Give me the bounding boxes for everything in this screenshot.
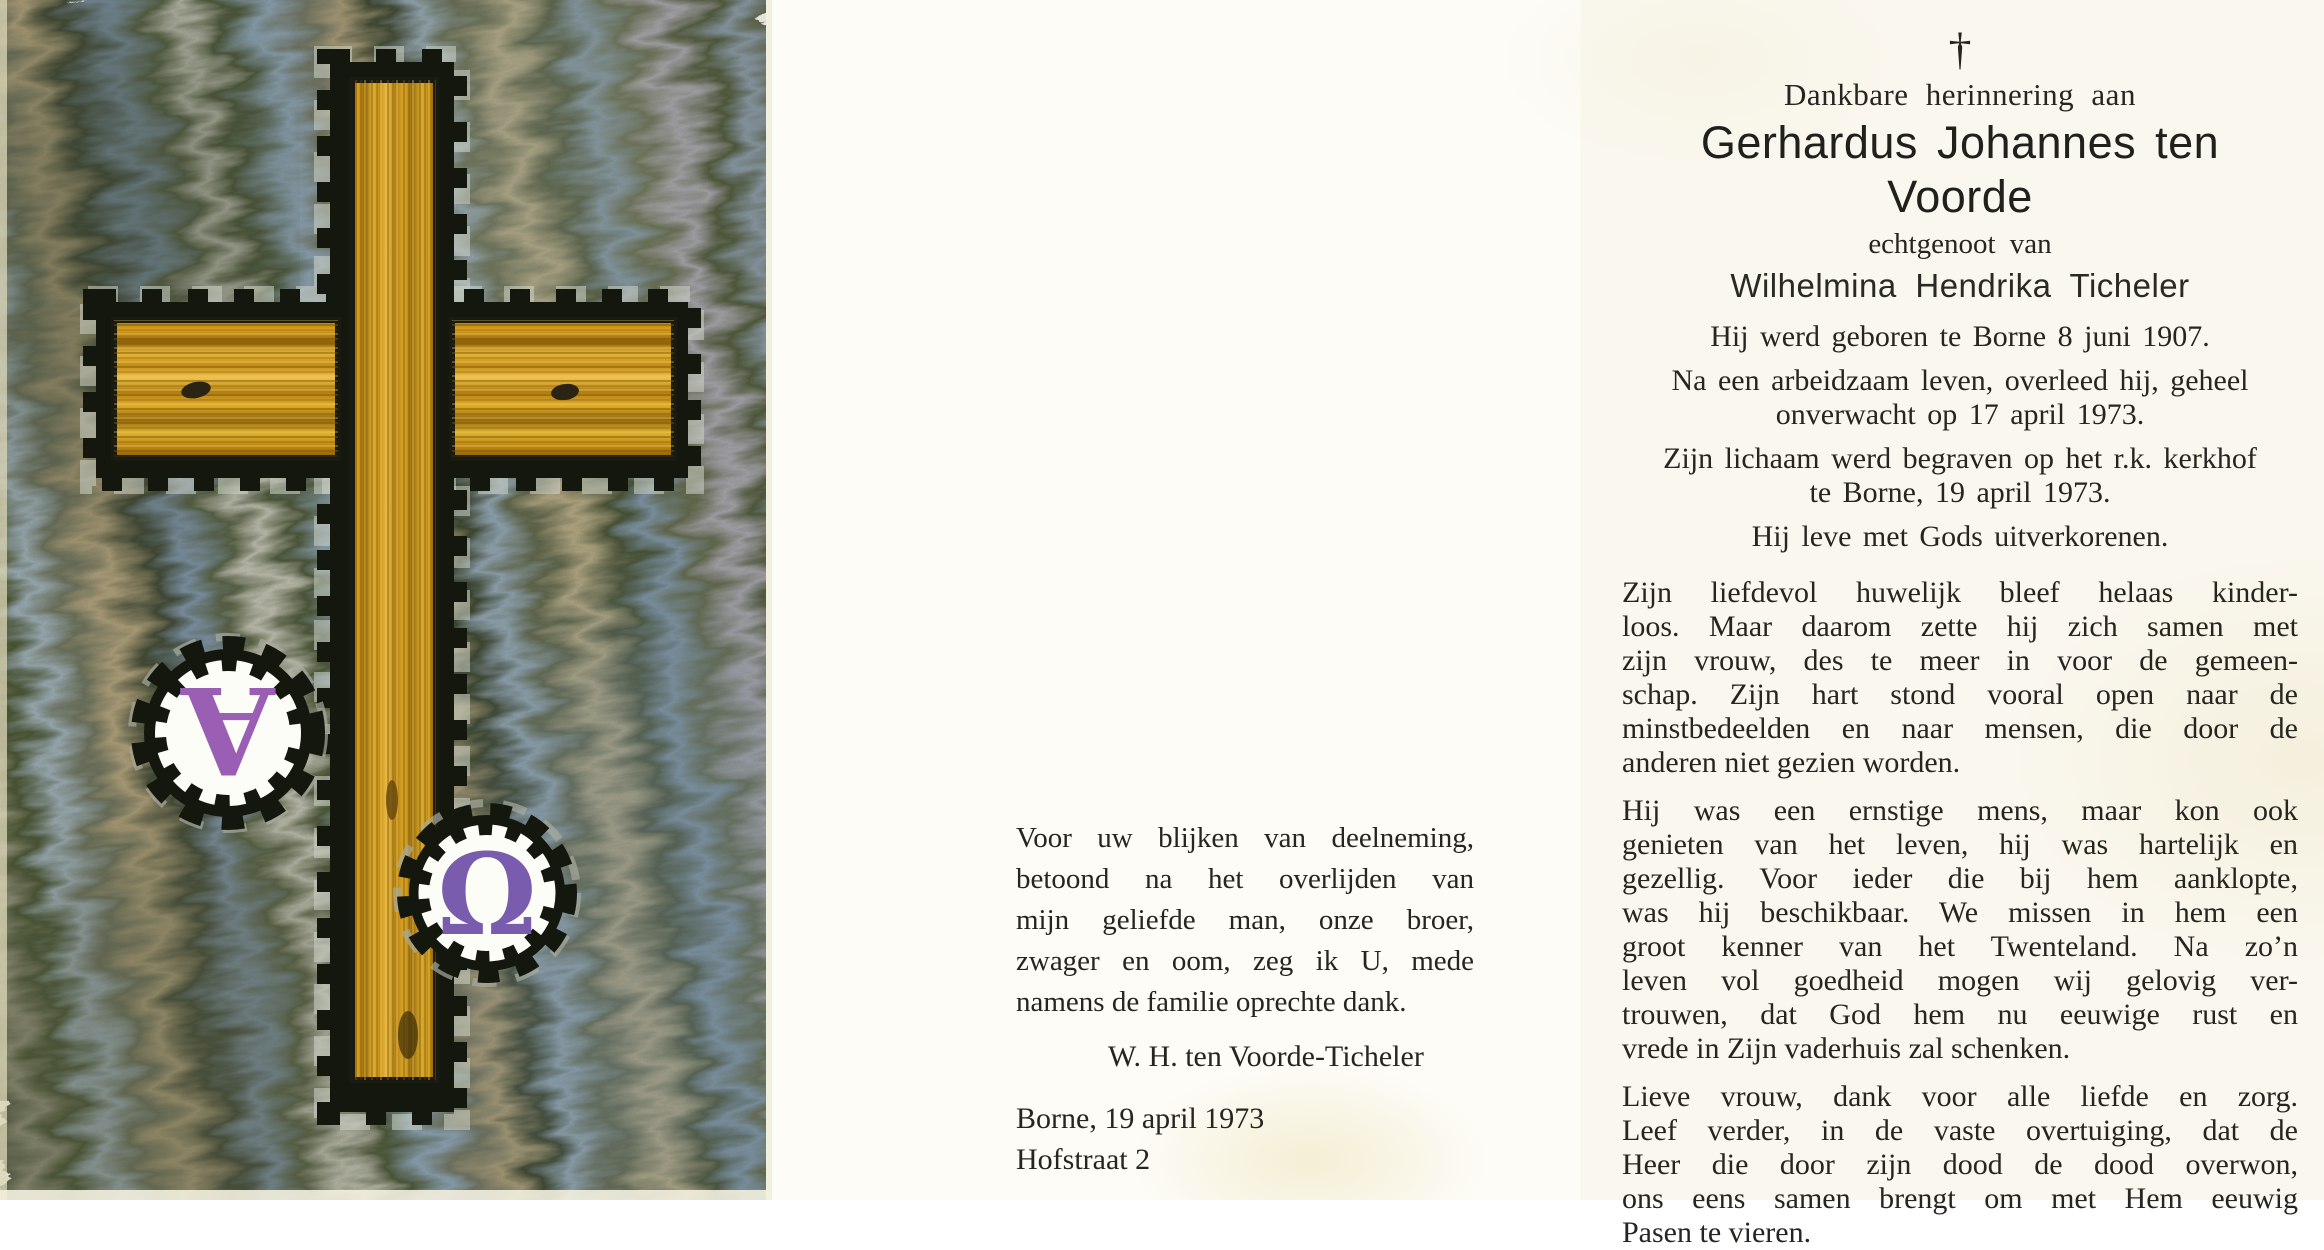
text-line: Na een arbeidzaam leven, overleed hij, geheel <box>1671 364 2249 397</box>
text-line: Voor uw blijken van deelneming, <box>1016 822 1474 854</box>
text-line: Hij werd geboren te Borne 8 juni 1907. <box>1710 320 2210 353</box>
text-line: Hij leve met Gods uitverkorenen. <box>1751 520 2169 553</box>
text-line: zwager en oom, zeg ik U, mede <box>1016 945 1474 977</box>
memorial-text-page <box>1622 24 2298 1250</box>
text-line: loos. Maar daarom zette hij zich samen met <box>1622 610 2298 643</box>
omega-symbol: Ω <box>437 830 537 961</box>
text-line: onverwacht op 17 april 1973. <box>1775 398 2145 431</box>
paragraph-marriage <box>1622 576 2298 780</box>
scan-edge <box>0 1190 772 1200</box>
text-line: was hij beschikbaar. We missen in hem een <box>1622 896 2298 929</box>
text-line: te Borne, 19 april 1973. <box>1809 476 2111 509</box>
paragraph-character <box>1622 794 2298 1066</box>
memorial-intro: Dankbare herinnering aan <box>1784 77 2136 112</box>
text-line: minstbedeelden en naar mensen, die door de <box>1622 712 2298 745</box>
text-line: genieten van het leven, hij was hartelijk en <box>1622 828 2298 861</box>
signature: W. H. ten Voorde-Ticheler <box>1108 1040 1424 1073</box>
text-line: Zijn lichaam werd begraven op het r.k. kerkhof <box>1663 442 2257 475</box>
text-line: anderen niet gezien worden. <box>1622 746 1961 779</box>
text-line: groot kenner van het Twenteland. Na zo’n <box>1622 930 2298 963</box>
place-date: Borne, 19 april 1973 <box>1016 1102 1265 1135</box>
text-line: vrede in Zijn vaderhuis zal schenken. <box>1622 1032 2071 1065</box>
text-line: ons eens samen brengt om met Hem eeuwig <box>1622 1182 2298 1215</box>
text-line: gezellig. Voor ieder die bij hem aanklopte, <box>1622 862 2298 895</box>
alpha-symbol: A <box>181 659 275 800</box>
text-line: zijn vrouw, des te meer in voor de gemeen- <box>1622 644 2298 677</box>
text-line: leven vol goedheid mogen wij gelovig ver- <box>1622 964 2298 997</box>
spouse-name: Wilhelmina Hendrika Ticheler <box>1730 267 2190 304</box>
paragraph-farewell <box>1622 1080 2298 1250</box>
cross-crossbar-right <box>452 320 674 458</box>
text-line: Zijn liefdevol huwelijk bleef helaas kinder- <box>1622 576 2298 609</box>
text-line: trouwen, dat God hem nu eeuwige rust en <box>1622 998 2298 1031</box>
text-line: betoond na het overlijden van <box>1016 863 1474 895</box>
wood-knot <box>386 780 398 820</box>
memorial-painting <box>0 0 772 1200</box>
address: Hofstraat 2 <box>1016 1143 1151 1176</box>
blessing-line <box>1622 520 2298 554</box>
scan-edge <box>766 0 772 1200</box>
text-line: namens de familie oprechte dank. <box>1016 986 1407 1018</box>
death-lines <box>1622 364 2298 432</box>
scan-edge <box>0 0 7 1200</box>
text-line: Hij was een ernstige mens, maar kon ook <box>1622 794 2298 827</box>
cross-crossbar-left <box>114 320 338 458</box>
cross-icon: † <box>1948 23 1972 74</box>
text-line: schap. Zijn hart stond vooral open naar de <box>1622 678 2298 711</box>
text-line: Lieve vrouw, dank voor alle liefde en zorg. <box>1622 1080 2298 1113</box>
relation-label: echtgenoot van <box>1868 228 2052 260</box>
wood-knot <box>398 1011 418 1059</box>
birth-line <box>1622 320 2298 354</box>
thank-you-note <box>1016 818 1474 1180</box>
vital-dates <box>1622 320 2298 554</box>
text-line: Leef verder, in de vaste overtuiging, dat de <box>1622 1114 2298 1147</box>
deceased-name: Gerhardus Johannes ten Voorde <box>1700 117 2220 222</box>
text-line: Pasen te vieren. <box>1622 1216 1812 1249</box>
text-line: mijn geliefde man, onze broer, <box>1016 904 1474 936</box>
burial-lines <box>1622 442 2298 510</box>
text-line: Heer die door zijn dood de dood overwon, <box>1622 1148 2298 1181</box>
